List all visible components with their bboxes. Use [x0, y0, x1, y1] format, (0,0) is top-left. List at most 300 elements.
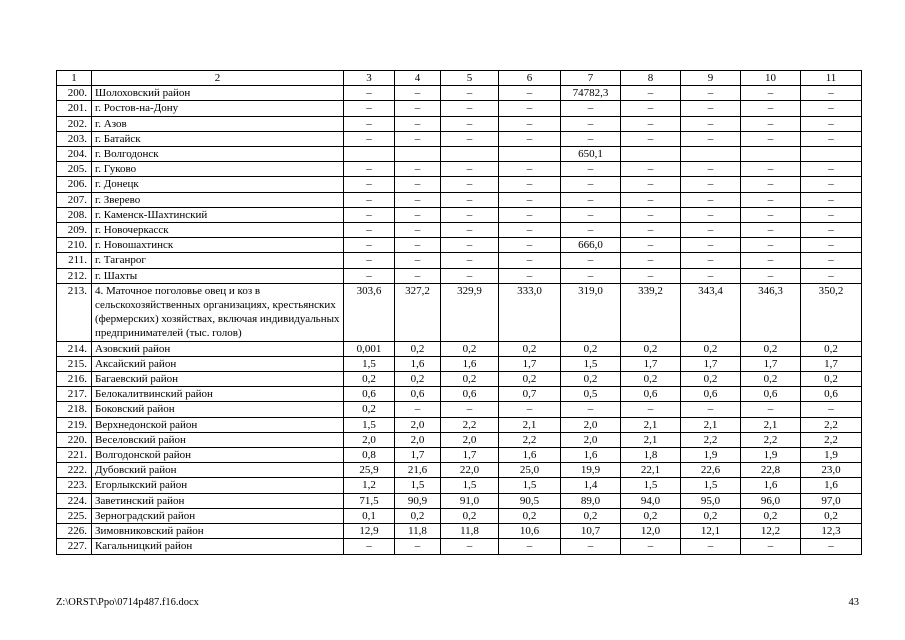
- table-cell: –: [499, 101, 561, 116]
- table-row: [57, 432, 862, 447]
- table-cell: 1,5: [344, 417, 395, 432]
- table-cell: –: [395, 268, 441, 283]
- row-number: 209.: [57, 223, 92, 238]
- row-name: г. Батайск: [92, 131, 344, 146]
- table-cell: 1,7: [801, 356, 862, 371]
- table-cell: –: [344, 192, 395, 207]
- table-cell: 10,6: [499, 524, 561, 539]
- table-cell: –: [741, 238, 801, 253]
- table-cell: 666,0: [561, 238, 621, 253]
- row-name: г. Новочеркасск: [92, 223, 344, 238]
- table-cell: 0,7: [499, 387, 561, 402]
- table-cell: 0,2: [681, 341, 741, 356]
- table-row: [57, 223, 862, 238]
- table-cell: 0,2: [395, 508, 441, 523]
- table-cell: –: [441, 101, 499, 116]
- table-cell: 0,2: [621, 341, 681, 356]
- table-cell: 2,2: [681, 432, 741, 447]
- table-cell: 0,2: [801, 508, 862, 523]
- row-name: Кагальницкий район: [92, 539, 344, 554]
- table-cell: –: [395, 116, 441, 131]
- table-cell: –: [801, 238, 862, 253]
- table-cell: 0,2: [741, 372, 801, 387]
- table-cell: 2,1: [621, 432, 681, 447]
- row-name: Волгодонской район: [92, 448, 344, 463]
- table-cell: [499, 147, 561, 162]
- table-cell: 1,5: [395, 478, 441, 493]
- table-cell: 0,6: [801, 387, 862, 402]
- row-name: Егорлыкский район: [92, 478, 344, 493]
- table-cell: –: [801, 192, 862, 207]
- table-cell: –: [499, 162, 561, 177]
- row-number: 225.: [57, 508, 92, 523]
- row-number: 203.: [57, 131, 92, 146]
- table-cell: 95,0: [681, 493, 741, 508]
- table-cell: –: [395, 162, 441, 177]
- row-number: 215.: [57, 356, 92, 371]
- row-name: Багаевский район: [92, 372, 344, 387]
- row-number: 226.: [57, 524, 92, 539]
- table-cell: –: [441, 131, 499, 146]
- table-cell: –: [621, 86, 681, 101]
- table-cell: 327,2: [395, 283, 441, 341]
- table-row: [57, 508, 862, 523]
- row-number: 208.: [57, 207, 92, 222]
- table-cell: –: [561, 402, 621, 417]
- row-number: 214.: [57, 341, 92, 356]
- table-cell: –: [395, 402, 441, 417]
- column-header: 8: [621, 71, 681, 86]
- table-row: [57, 253, 862, 268]
- table-cell: –: [499, 192, 561, 207]
- table-cell: [395, 147, 441, 162]
- table-cell: 22,6: [681, 463, 741, 478]
- table-cell: 1,7: [441, 448, 499, 463]
- table-cell: –: [499, 253, 561, 268]
- table-cell: –: [741, 268, 801, 283]
- row-number: 204.: [57, 147, 92, 162]
- table-cell: –: [741, 223, 801, 238]
- table-cell: 1,7: [621, 356, 681, 371]
- table-cell: 650,1: [561, 147, 621, 162]
- table-cell: 0,2: [741, 508, 801, 523]
- table-cell: 12,0: [621, 524, 681, 539]
- table-cell: –: [344, 253, 395, 268]
- table-cell: –: [395, 177, 441, 192]
- table-cell: 343,4: [681, 283, 741, 341]
- table-cell: –: [561, 177, 621, 192]
- table-cell: [681, 147, 741, 162]
- column-header: 2: [92, 71, 344, 86]
- row-name: г. Новошахтинск: [92, 238, 344, 253]
- table-cell: –: [801, 223, 862, 238]
- table-cell: 2,2: [441, 417, 499, 432]
- table-cell: –: [499, 238, 561, 253]
- table-cell: 2,0: [561, 432, 621, 447]
- table-cell: –: [801, 101, 862, 116]
- row-number: 216.: [57, 372, 92, 387]
- table-cell: 1,5: [561, 356, 621, 371]
- table-cell: –: [344, 238, 395, 253]
- table-cell: [741, 147, 801, 162]
- table-header-row: [57, 71, 862, 86]
- table-cell: –: [395, 539, 441, 554]
- table-cell: 0,2: [344, 402, 395, 417]
- row-number: 227.: [57, 539, 92, 554]
- table-cell: 19,9: [561, 463, 621, 478]
- column-header: 5: [441, 71, 499, 86]
- table-cell: –: [741, 192, 801, 207]
- table-cell: 0,2: [441, 341, 499, 356]
- row-name: Боковский район: [92, 402, 344, 417]
- table-cell: –: [801, 268, 862, 283]
- table-cell: 2,1: [741, 417, 801, 432]
- row-number: 212.: [57, 268, 92, 283]
- table-cell: –: [621, 207, 681, 222]
- table-body: [57, 71, 862, 555]
- table-cell: 0,6: [681, 387, 741, 402]
- table-cell: –: [499, 116, 561, 131]
- table-cell: 2,2: [741, 432, 801, 447]
- table-row: [57, 192, 862, 207]
- table-cell: –: [681, 402, 741, 417]
- row-name: г. Азов: [92, 116, 344, 131]
- table-cell: –: [344, 162, 395, 177]
- table-cell: 1,6: [561, 448, 621, 463]
- table-cell: –: [621, 268, 681, 283]
- table-cell: 0,2: [395, 372, 441, 387]
- table-cell: –: [681, 238, 741, 253]
- row-name: г. Гуково: [92, 162, 344, 177]
- table-cell: –: [741, 116, 801, 131]
- table-cell: –: [441, 86, 499, 101]
- table-cell: 22,1: [621, 463, 681, 478]
- row-name: Белокалитвинский район: [92, 387, 344, 402]
- table-cell: –: [621, 116, 681, 131]
- table-cell: –: [344, 177, 395, 192]
- row-name: Аксайский район: [92, 356, 344, 371]
- row-number: 200.: [57, 86, 92, 101]
- row-name: Веселовский район: [92, 432, 344, 447]
- table-cell: –: [344, 101, 395, 116]
- row-name: г. Шахты: [92, 268, 344, 283]
- table-row: [57, 341, 862, 356]
- table-cell: –: [344, 86, 395, 101]
- table-cell: 22,0: [441, 463, 499, 478]
- table-cell: –: [561, 253, 621, 268]
- table-cell: –: [441, 177, 499, 192]
- table-cell: –: [395, 131, 441, 146]
- row-name: Верхнедонской район: [92, 417, 344, 432]
- table-row: [57, 116, 862, 131]
- table-row: [57, 372, 862, 387]
- table-cell: –: [741, 131, 801, 146]
- table-cell: –: [801, 116, 862, 131]
- table-cell: 91,0: [441, 493, 499, 508]
- table-cell: –: [441, 268, 499, 283]
- table-cell: 329,9: [441, 283, 499, 341]
- table-cell: 1,6: [801, 478, 862, 493]
- row-number: 218.: [57, 402, 92, 417]
- table-cell: 1,5: [681, 478, 741, 493]
- table-cell: –: [499, 207, 561, 222]
- table-cell: 2,2: [801, 432, 862, 447]
- table-cell: 0,6: [344, 387, 395, 402]
- table-cell: –: [621, 192, 681, 207]
- table-cell: 0,2: [681, 372, 741, 387]
- column-header: 10: [741, 71, 801, 86]
- table-cell: –: [441, 253, 499, 268]
- table-cell: –: [621, 223, 681, 238]
- table-cell: 89,0: [561, 493, 621, 508]
- table-cell: –: [741, 402, 801, 417]
- table-cell: –: [621, 402, 681, 417]
- table-cell: 0,6: [741, 387, 801, 402]
- footer-file-path: Z:\ORST\Ppo\0714p487.f16.docx: [56, 597, 199, 608]
- column-header: 3: [344, 71, 395, 86]
- table-cell: 1,6: [499, 448, 561, 463]
- table-cell: –: [395, 101, 441, 116]
- table-cell: 0,2: [681, 508, 741, 523]
- table-cell: 0,2: [801, 372, 862, 387]
- row-name: г. Волгодонск: [92, 147, 344, 162]
- table-cell: 2,1: [499, 417, 561, 432]
- table-cell: 303,6: [344, 283, 395, 341]
- table-row: [57, 387, 862, 402]
- table-cell: –: [344, 116, 395, 131]
- row-name: Зимовниковский район: [92, 524, 344, 539]
- table-cell: –: [499, 177, 561, 192]
- table-cell: –: [395, 238, 441, 253]
- table-cell: –: [499, 402, 561, 417]
- row-number: 217.: [57, 387, 92, 402]
- table-cell: –: [395, 86, 441, 101]
- table-row: [57, 207, 862, 222]
- table-cell: 74782,3: [561, 86, 621, 101]
- table-cell: –: [561, 192, 621, 207]
- table-row: [57, 177, 862, 192]
- table-row: [57, 131, 862, 146]
- table-cell: 1,4: [561, 478, 621, 493]
- table-cell: 1,7: [741, 356, 801, 371]
- table-cell: 333,0: [499, 283, 561, 341]
- table-cell: 21,6: [395, 463, 441, 478]
- row-name: 4. Маточное поголовье овец и коз в сельскохозяйственных организациях, крестьянских (фермерских) хозяйствах, включая индивидуальных предпринимателей (тыс. голов): [92, 283, 344, 341]
- table-cell: –: [441, 539, 499, 554]
- table-cell: –: [741, 253, 801, 268]
- table-row: [57, 86, 862, 101]
- table-cell: –: [395, 192, 441, 207]
- table-cell: –: [741, 177, 801, 192]
- table-cell: –: [499, 86, 561, 101]
- table-cell: –: [801, 402, 862, 417]
- table-cell: 12,2: [741, 524, 801, 539]
- table-row: [57, 493, 862, 508]
- table-cell: –: [561, 539, 621, 554]
- table-cell: 2,0: [395, 417, 441, 432]
- table-cell: 90,9: [395, 493, 441, 508]
- table-cell: –: [395, 223, 441, 238]
- table-cell: –: [801, 207, 862, 222]
- row-name: г. Донецк: [92, 177, 344, 192]
- table-row: [57, 539, 862, 554]
- table-cell: –: [681, 223, 741, 238]
- table-cell: 0,2: [621, 372, 681, 387]
- table-cell: 0,2: [801, 341, 862, 356]
- table-cell: –: [681, 177, 741, 192]
- table-cell: –: [681, 268, 741, 283]
- table-cell: 1,6: [395, 356, 441, 371]
- table-cell: 1,7: [395, 448, 441, 463]
- table-cell: 0,6: [395, 387, 441, 402]
- table-cell: 90,5: [499, 493, 561, 508]
- table-cell: 0,001: [344, 341, 395, 356]
- table-cell: 94,0: [621, 493, 681, 508]
- table-row: [57, 356, 862, 371]
- table-cell: 0,2: [499, 372, 561, 387]
- table-cell: 2,0: [395, 432, 441, 447]
- table-cell: 23,0: [801, 463, 862, 478]
- table-cell: –: [441, 116, 499, 131]
- table-cell: –: [681, 101, 741, 116]
- table-cell: 0,5: [561, 387, 621, 402]
- table-cell: 2,2: [499, 432, 561, 447]
- column-header: 11: [801, 71, 862, 86]
- row-number: 221.: [57, 448, 92, 463]
- table-row: [57, 478, 862, 493]
- table-cell: 0,2: [441, 372, 499, 387]
- table-cell: [441, 147, 499, 162]
- table-row: [57, 147, 862, 162]
- table-cell: 350,2: [801, 283, 862, 341]
- table-cell: [344, 147, 395, 162]
- table-cell: 25,9: [344, 463, 395, 478]
- table-cell: –: [741, 207, 801, 222]
- table-cell: 1,7: [681, 356, 741, 371]
- table-cell: 1,5: [344, 356, 395, 371]
- table-cell: –: [801, 86, 862, 101]
- table-row: [57, 283, 862, 341]
- table-row: [57, 524, 862, 539]
- table-cell: 0,2: [621, 508, 681, 523]
- table-cell: 11,8: [441, 524, 499, 539]
- data-table: [56, 70, 862, 555]
- table-cell: 2,0: [441, 432, 499, 447]
- row-number: 202.: [57, 116, 92, 131]
- table-cell: 96,0: [741, 493, 801, 508]
- table-cell: 1,8: [621, 448, 681, 463]
- table-cell: –: [801, 253, 862, 268]
- table-cell: –: [344, 539, 395, 554]
- table-cell: 0,2: [561, 372, 621, 387]
- table-row: [57, 402, 862, 417]
- table-cell: 1,7: [499, 356, 561, 371]
- table-cell: 0,2: [441, 508, 499, 523]
- table-cell: 2,1: [621, 417, 681, 432]
- table-cell: –: [561, 268, 621, 283]
- table-cell: –: [395, 253, 441, 268]
- row-number: 206.: [57, 177, 92, 192]
- column-header: 7: [561, 71, 621, 86]
- table-cell: 1,6: [741, 478, 801, 493]
- table-cell: 0,6: [621, 387, 681, 402]
- table-cell: –: [561, 207, 621, 222]
- table-cell: 2,0: [344, 432, 395, 447]
- table-cell: 339,2: [621, 283, 681, 341]
- column-header: 9: [681, 71, 741, 86]
- row-name: Шолоховский район: [92, 86, 344, 101]
- table-cell: –: [441, 238, 499, 253]
- table-cell: 1,9: [741, 448, 801, 463]
- table-row: [57, 417, 862, 432]
- table-cell: –: [499, 223, 561, 238]
- table-cell: [621, 147, 681, 162]
- row-name: г. Таганрог: [92, 253, 344, 268]
- table-row: [57, 238, 862, 253]
- table-cell: 0,8: [344, 448, 395, 463]
- row-number: 224.: [57, 493, 92, 508]
- table-cell: 2,0: [561, 417, 621, 432]
- table-cell: 319,0: [561, 283, 621, 341]
- row-number: 207.: [57, 192, 92, 207]
- table-cell: 1,6: [441, 356, 499, 371]
- page-number: 43: [848, 597, 859, 608]
- row-name: г. Зверево: [92, 192, 344, 207]
- table-cell: –: [561, 162, 621, 177]
- table-cell: 0,2: [561, 508, 621, 523]
- table-cell: –: [681, 207, 741, 222]
- table-cell: –: [441, 207, 499, 222]
- table-cell: 0,6: [441, 387, 499, 402]
- table-cell: –: [499, 131, 561, 146]
- table-cell: 0,2: [499, 341, 561, 356]
- table-row: [57, 268, 862, 283]
- table-cell: –: [741, 162, 801, 177]
- table-cell: –: [344, 207, 395, 222]
- table-cell: –: [499, 539, 561, 554]
- table-cell: –: [681, 116, 741, 131]
- table-cell: 12,1: [681, 524, 741, 539]
- table-row: [57, 448, 862, 463]
- row-number: 211.: [57, 253, 92, 268]
- table-cell: 1,5: [441, 478, 499, 493]
- table-cell: 2,1: [681, 417, 741, 432]
- row-name: Азовский район: [92, 341, 344, 356]
- table-cell: [801, 147, 862, 162]
- table-cell: 12,3: [801, 524, 862, 539]
- row-name: Заветинский район: [92, 493, 344, 508]
- table-cell: –: [561, 131, 621, 146]
- table-cell: –: [681, 86, 741, 101]
- table-cell: –: [561, 101, 621, 116]
- table-cell: 346,3: [741, 283, 801, 341]
- table-cell: –: [681, 253, 741, 268]
- table-cell: 0,2: [561, 341, 621, 356]
- table-cell: –: [741, 539, 801, 554]
- column-header: 6: [499, 71, 561, 86]
- table-cell: –: [395, 207, 441, 222]
- table-cell: –: [681, 131, 741, 146]
- table-cell: –: [621, 539, 681, 554]
- table-cell: –: [344, 223, 395, 238]
- table-cell: 0,2: [344, 372, 395, 387]
- row-number: 223.: [57, 478, 92, 493]
- column-header: 1: [57, 71, 92, 86]
- table-cell: 12,9: [344, 524, 395, 539]
- table-cell: –: [621, 162, 681, 177]
- table-cell: –: [741, 101, 801, 116]
- row-name: Дубовский район: [92, 463, 344, 478]
